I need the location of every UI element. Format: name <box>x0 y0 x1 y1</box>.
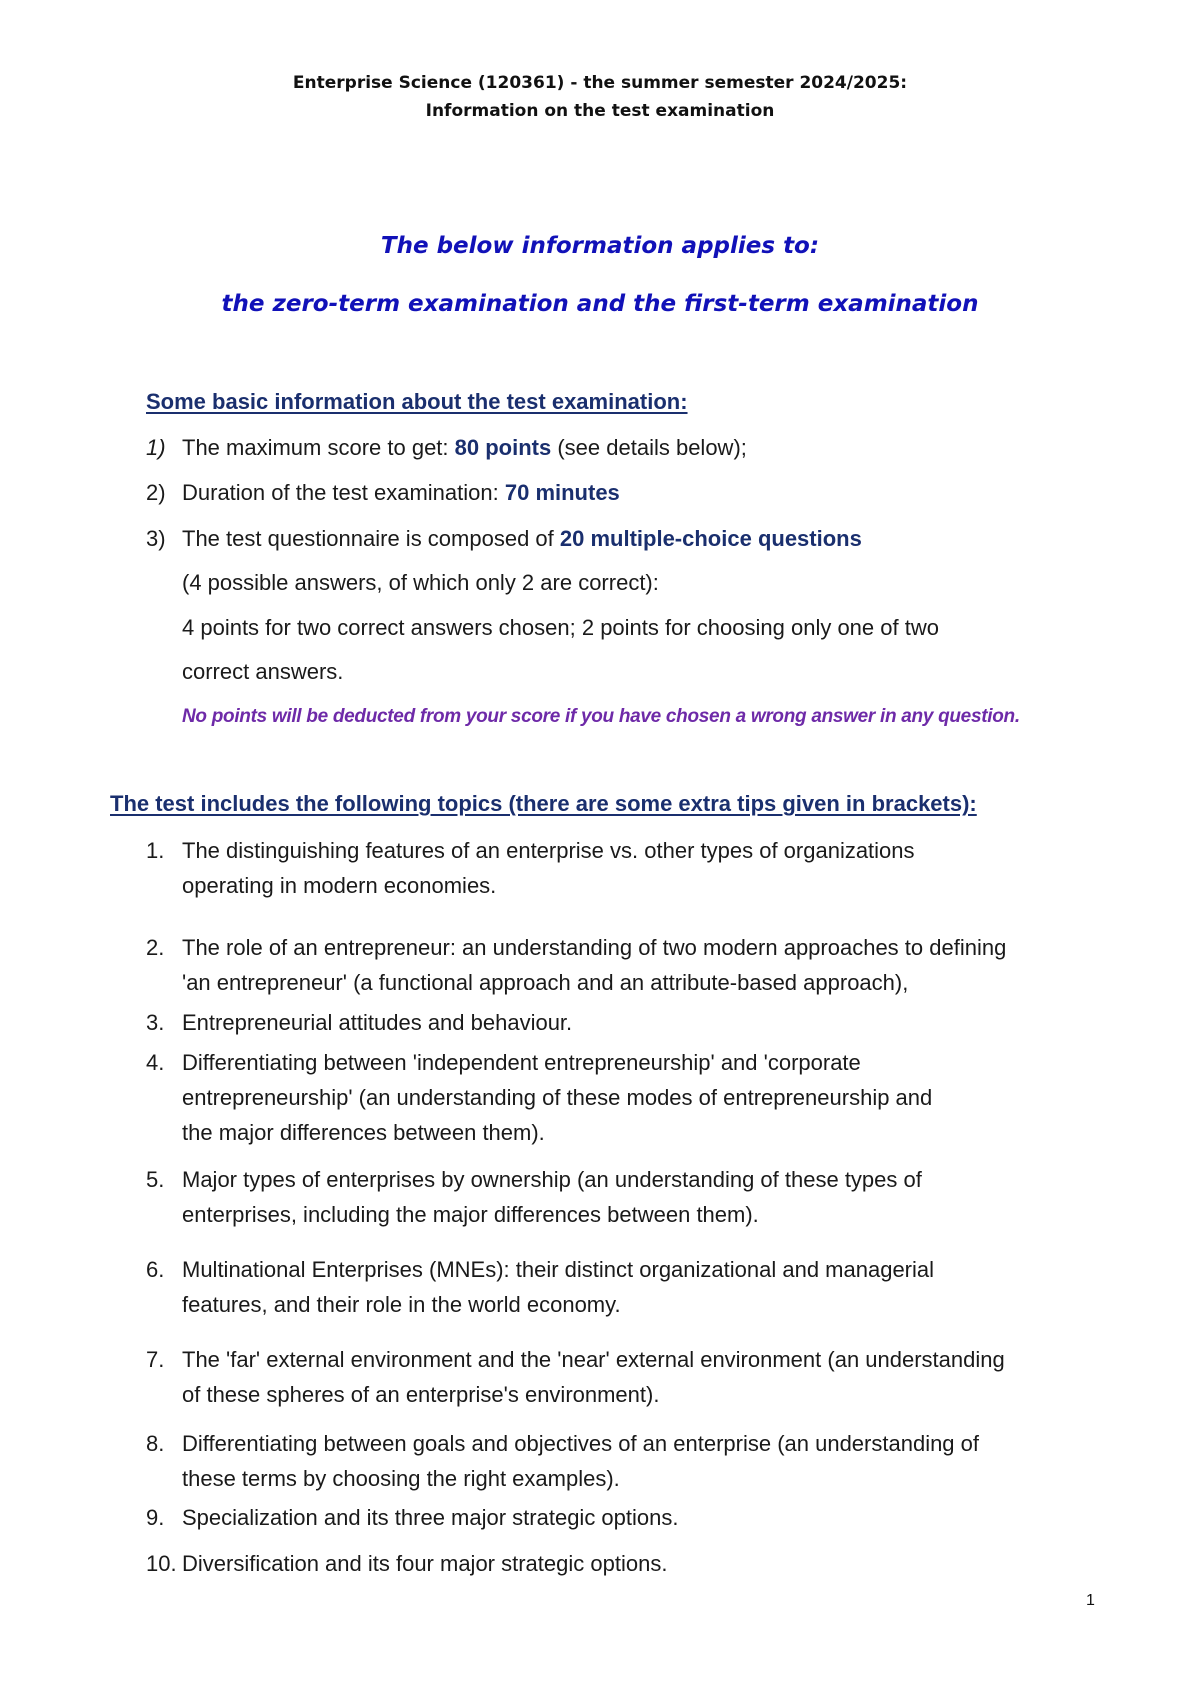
topic-number: 10. <box>146 1551 177 1576</box>
applies-heading: The below information applies to: <box>380 233 820 259</box>
topic-number: 7. <box>146 1347 165 1372</box>
applies-subheading: the zero-term examination and the first-term examination <box>221 291 979 317</box>
topic-text: operating in modern economies. <box>182 873 497 898</box>
topic-text: Major types of enterprises by ownership (an understanding of these types of <box>182 1167 922 1192</box>
topic-text: entrepreneurship' (an understanding of these modes of entrepreneurship and <box>182 1085 933 1110</box>
topic-number: 4. <box>146 1050 165 1075</box>
basic-info-heading: Some basic information about the test examination: <box>146 389 688 414</box>
basic-item-text: (see details below); <box>551 435 747 460</box>
topic-text: of these spheres of an enterprise's environment). <box>182 1382 660 1407</box>
basic-item-continuation: correct answers. <box>182 659 344 684</box>
basic-item-questionnaire <box>182 526 862 552</box>
topic-text: features, and their role in the world economy. <box>182 1292 621 1317</box>
topic-text: The 'far' external environment and the 'near' external environment (an understanding <box>182 1347 1005 1372</box>
scoring-note: No points will be deducted from your score if you have chosen a wrong answer in any question. <box>182 706 1020 727</box>
topic-text: Differentiating between goals and objectives of an enterprise (an understanding of <box>182 1431 980 1456</box>
topic-text: the major differences between them). <box>182 1120 545 1145</box>
basic-item-highlight: 70 minutes <box>504 480 620 505</box>
basic-item-highlight: 80 points <box>454 435 552 460</box>
basic-item-continuation: 4 points for two correct answers chosen; 2 points for choosing only one of two <box>182 615 939 640</box>
topic-text: Entrepreneurial attitudes and behaviour. <box>182 1010 573 1035</box>
topic-number: 8. <box>146 1431 165 1456</box>
topic-text: 'an entrepreneur' (a functional approach and an attribute-based approach), <box>182 970 909 995</box>
topic-number: 2. <box>146 935 165 960</box>
topics-heading: The test includes the following topics (there are some extra tips given in brackets): <box>110 791 977 816</box>
basic-item-number: 1) <box>146 435 166 460</box>
header-subtitle: Information on the test examination <box>425 101 775 121</box>
topic-text: these terms by choosing the right examples). <box>182 1466 620 1491</box>
header-title: Enterprise Science (120361) - the summer semester 2024/2025: <box>292 73 908 93</box>
topic-number: 5. <box>146 1167 165 1192</box>
topic-number: 6. <box>146 1257 165 1282</box>
basic-item-max-score <box>182 435 747 461</box>
topic-text: Diversification and its four major strategic options. <box>182 1551 668 1576</box>
basic-item-continuation: (4 possible answers, of which only 2 are correct): <box>182 570 659 595</box>
basic-item-duration <box>182 480 620 506</box>
basic-item-number: 2) <box>146 480 166 505</box>
topic-text: The role of an entrepreneur: an understanding of two modern approaches to defining <box>182 935 1007 960</box>
basic-item-number: 3) <box>146 526 166 551</box>
basic-item-highlight: 20 multiple-choice questions <box>559 526 862 551</box>
topic-text: The distinguishing features of an enterprise vs. other types of organizations <box>182 838 915 863</box>
basic-item-text: The test questionnaire is composed of <box>182 526 560 551</box>
topic-number: 9. <box>146 1505 165 1530</box>
page-number: 1 <box>1086 1592 1095 1609</box>
topic-number: 1. <box>146 838 165 863</box>
topic-text: Differentiating between 'independent entrepreneurship' and 'corporate <box>182 1050 861 1075</box>
topic-text: Multinational Enterprises (MNEs): their distinct organizational and managerial <box>182 1257 935 1282</box>
topic-text: enterprises, including the major differences between them). <box>182 1202 759 1227</box>
topic-number: 3. <box>146 1010 165 1035</box>
topic-text: Specialization and its three major strategic options. <box>182 1505 679 1530</box>
basic-item-text: Duration of the test examination: <box>182 480 505 505</box>
basic-item-text: The maximum score to get: <box>182 435 455 460</box>
